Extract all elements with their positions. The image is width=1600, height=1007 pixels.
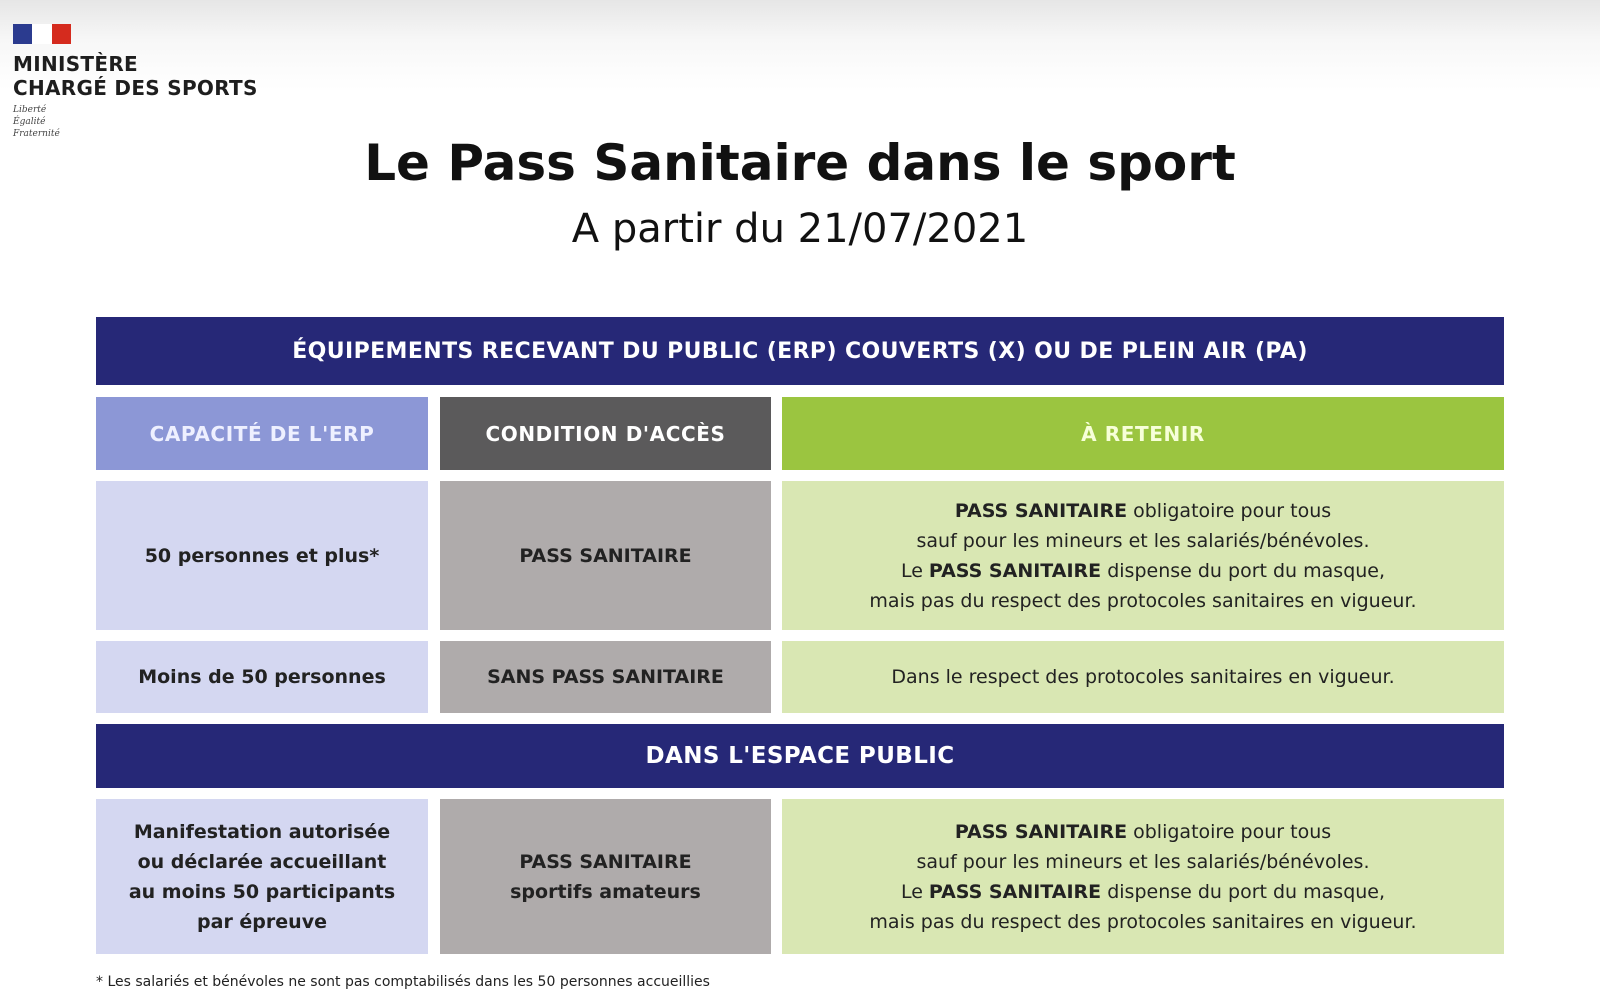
condition-pass-sanitaire: PASS SANITAIRE: [440, 481, 771, 630]
note-line-4: mais pas du respect des protocoles sanitaires en vigueur.: [869, 910, 1417, 933]
french-flag-icon: [13, 24, 71, 44]
ministry-line1: MINISTÈRE: [13, 52, 138, 76]
note-line-1: PASS SANITAIRE obligatoire pour tous: [954, 820, 1332, 843]
footnote: * Les salariés et bénévoles ne sont pas comptabilisés dans les 50 personnes accueillies: [96, 974, 710, 990]
condition-no-pass: SANS PASS SANITAIRE: [440, 641, 771, 713]
capacity-line-3: au moins 50 participants: [128, 880, 396, 903]
retain-note-under-50: Dans le respect des protocoles sanitaires en vigueur.: [782, 641, 1504, 713]
retain-note-public-event: [782, 799, 1504, 954]
retain-note-50-plus: [782, 481, 1504, 630]
note-line-1: PASS SANITAIRE obligatoire pour tous: [954, 499, 1332, 522]
condition-line-2: sportifs amateurs: [510, 880, 701, 903]
note-line-3: Le PASS SANITAIRE dispense du port du masque,: [900, 880, 1386, 903]
note-line-3: Le PASS SANITAIRE dispense du port du masque,: [900, 559, 1386, 582]
capacity-line-4: par épreuve: [197, 910, 327, 933]
erp-section-banner: ÉQUIPEMENTS RECEVANT DU PUBLIC (ERP) COUVERTS (X) OU DE PLEIN AIR (PA): [96, 317, 1504, 385]
condition-line-1: PASS SANITAIRE: [519, 850, 692, 873]
capacity-header: CAPACITÉ DE L'ERP: [96, 397, 428, 470]
capacity-line-1: Manifestation autorisée: [133, 820, 391, 843]
capacity-under-50: Moins de 50 personnes: [96, 641, 428, 713]
motto-fraternite: Fraternité: [13, 129, 60, 139]
motto-egalite: Égalité: [13, 117, 46, 127]
public-space-banner: DANS L'ESPACE PUBLIC: [96, 724, 1504, 788]
capacity-public-event: [96, 799, 428, 954]
motto-liberte: Liberté: [13, 105, 47, 115]
ministry-logo: [13, 24, 258, 140]
note-line-2: sauf pour les mineurs et les salariés/bénévoles.: [916, 850, 1370, 873]
note-line-2: sauf pour les mineurs et les salariés/bénévoles.: [916, 529, 1370, 552]
page-title: Le Pass Sanitaire dans le sport: [364, 134, 1236, 192]
ministry-line2: CHARGÉ DES SPORTS: [13, 76, 258, 100]
capacity-50-plus: 50 personnes et plus*: [96, 481, 428, 630]
retain-header: À RETENIR: [782, 397, 1504, 470]
capacity-line-2: ou déclarée accueillant: [137, 850, 387, 873]
page-subtitle: A partir du 21/07/2021: [571, 206, 1029, 252]
ministry-name: [13, 52, 258, 100]
condition-amateur-athletes: [440, 799, 771, 954]
note-line-4: mais pas du respect des protocoles sanitaires en vigueur.: [869, 589, 1417, 612]
condition-header: CONDITION D'ACCÈS: [440, 397, 771, 470]
